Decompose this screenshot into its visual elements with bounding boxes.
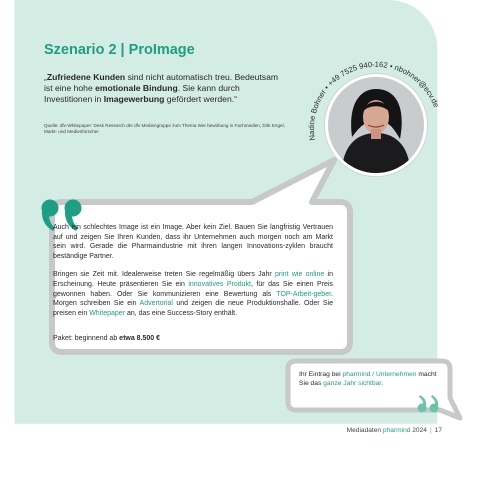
page-number: 17 bbox=[434, 427, 442, 434]
contact-arc-text: Nadine Bohner • +49 7525 940-162 • nbohner@ecv.de bbox=[306, 59, 441, 142]
body-paragraph-2: Bringen sie Zeit mit. Idealerweise treten Sie regelmäßig übers Jahr print wie online in Erscheinung. Heute präsentieren Sie ein innovatives Produkt, für das Sie einen Preis gewonnen haben. Oder Sie kommunizieren eine Bewertung als TOP-Arbeit-geber. Morgen schreiben Sie ein Advertorial und zeigen die neue Produktionshalle. Oder Sie preisen ein Whitepaper an, das eine Success-Story enthält. bbox=[53, 271, 334, 317]
page-title: Szenario 2 | ProImage bbox=[44, 42, 195, 58]
body-paragraph-1: Auch ein schlechtes Image ist ein Image. Aber kein Ziel. Bauen Sie langfristig Vertrauen auf und zeigen Sie Ihren Kunden, dass ihr Unternehmen auch morgen noch am Markt sein wird. Gerade die Pharmaindustrie mit ihren langen Innovations-zyklen braucht beständige Partner. bbox=[53, 224, 333, 260]
quote-text: „Zufriedene Kunden sind nicht automatisch treu. Bedeutsam ist eine hohe emotionale Bindung. Sie kann durch Investitionen in Imagewerbung gefördert werden.“ bbox=[44, 72, 279, 105]
pharmind-link[interactable]: pharmind / Unternehmen bbox=[342, 371, 417, 378]
listing-note: Ihr Eintrag bei pharmind / Unternehmen macht Sie das ganze Jahr sichtbar. bbox=[299, 371, 437, 388]
quote-source: Quelle: dfv-Whitepaper: Desk Research der dfv Mediengruppe zum Thema Wer bewirbung in Fachmedien, Dirk Engel, Markt- und Medienforscher bbox=[44, 123, 285, 135]
package-price: Paket: beginnend ab etwa 8.500 € bbox=[53, 335, 161, 342]
body-text bbox=[53, 223, 333, 327]
page-footer: Mediadaten pharmind 2024 | 17 bbox=[346, 427, 442, 434]
